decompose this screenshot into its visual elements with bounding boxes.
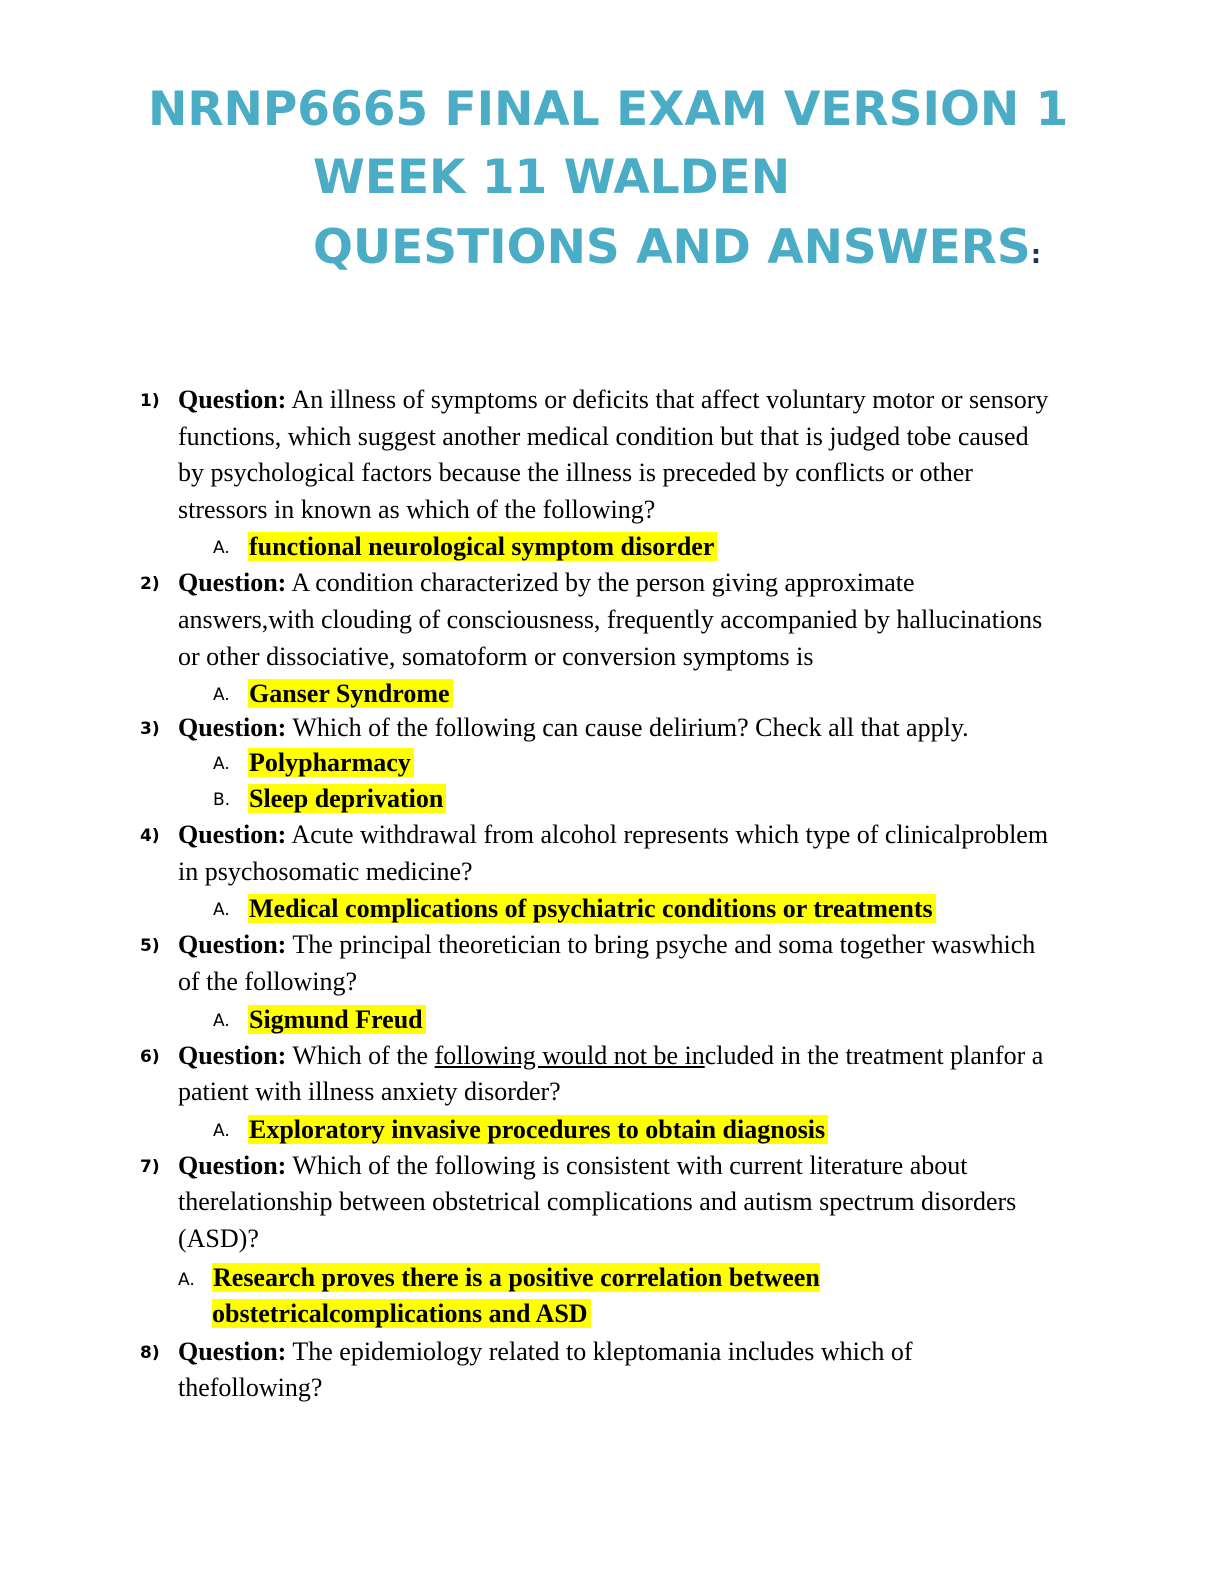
question-7: [140, 1148, 1050, 1258]
answer-option: [140, 892, 1050, 925]
question-number: 8): [140, 1342, 160, 1363]
answer-letter: A.: [213, 1010, 230, 1031]
question-text-part-2: cluded in the treatment planfor a patient with illness anxiety disorder?: [178, 1040, 1044, 1107]
question-4: [140, 817, 1050, 890]
question-list: [140, 382, 1050, 1407]
highlighted-answer: Ganser Syndrome: [248, 679, 453, 708]
question-number: 3): [140, 719, 160, 740]
highlighted-answer: Exploratory invasive procedures to obtain diagnosis: [248, 1115, 828, 1144]
highlighted-answer: Medical complications of psychiatric conditions or treatments: [248, 894, 936, 923]
answer-letter: A.: [213, 754, 230, 775]
answer-letter: A.: [213, 538, 230, 559]
answer-letter: A.: [178, 1269, 195, 1290]
answer-option: [140, 1113, 1050, 1146]
title-line-3: [313, 220, 1042, 275]
question-label: Question:: [178, 385, 287, 414]
question-label: Question:: [178, 568, 287, 598]
question-label: Question:: [178, 1336, 287, 1366]
title-colon: :: [1030, 240, 1042, 270]
question-text: An illness of symptoms or deficits that affect voluntary motor or sensory functions, which suggest another medical condition but that is judged tobe caused by psychological factors because the illness is preceded by conflicts or other stressors in known as which of the following?: [178, 385, 1049, 524]
answer-option: [140, 746, 1050, 779]
question-text: The principal theoretician to bring psyche and soma together waswhich of the following?: [178, 930, 1036, 996]
question-label: Question:: [178, 713, 287, 743]
highlighted-answer: Polypharmacy: [248, 748, 414, 777]
question-number: 5): [140, 936, 160, 957]
answer-letter: A.: [213, 1120, 230, 1141]
title-line-1: NRNP6665 FINAL EXAM VERSION 1: [148, 82, 1069, 137]
question-1: [140, 382, 1050, 528]
highlighted-answer: Sigmund Freud: [248, 1005, 426, 1034]
question-text: Which of the following can cause delirium? Check all that apply.: [292, 713, 969, 743]
answer-letter: A.: [213, 685, 230, 706]
question-number: 4): [140, 826, 160, 847]
highlighted-answer: Sleep deprivation: [248, 784, 446, 813]
answer-option: [140, 1260, 1050, 1332]
question-text: A condition characterized by the person giving approximate answers,with clouding of consciousness, frequently accompanied by hallucinations or other dissociative, somatoform or conversion symptoms is: [178, 568, 1043, 671]
title-line-3-text: QUESTIONS AND ANSWERS: [313, 220, 1031, 275]
answer-option: [140, 677, 1050, 710]
answer-option: [140, 530, 1050, 563]
answer-letter: A.: [213, 900, 230, 921]
question-number: 2): [140, 574, 160, 595]
question-6: [140, 1038, 1050, 1111]
question-text: Acute withdrawal from alcohol represents which type of clinicalproblem in psychosomatic medicine?: [178, 820, 1049, 886]
question-text: The epidemiology related to kleptomania includes which of thefollowing?: [178, 1336, 913, 1403]
answer-letter: B.: [213, 790, 231, 811]
question-label: Question:: [178, 1150, 287, 1180]
question-5: [140, 927, 1050, 1000]
highlighted-answer: Research proves there is a positive correlation between obstetricalcomplications and ASD: [212, 1262, 820, 1328]
highlighted-answer: functional neurological symptom disorder: [248, 532, 717, 561]
question-3: [140, 712, 1050, 744]
answer-option: [140, 1003, 1050, 1036]
question-text: Which of the following is consistent with current literature about therelationship between obstetrical complications and autism spectrum disorders (ASD)?: [178, 1150, 1017, 1253]
question-text-part-1: Which of the: [292, 1040, 435, 1070]
question-number: 7): [140, 1156, 160, 1177]
question-label: Question:: [178, 930, 287, 960]
title-line-2: WEEK 11 WALDEN: [313, 150, 791, 205]
question-2: [140, 565, 1050, 675]
answer-option: [140, 782, 1050, 815]
question-number: 6): [140, 1046, 160, 1067]
question-label: Question:: [178, 820, 287, 850]
question-label: Question:: [178, 1040, 287, 1070]
underlined-phrase: following would not be in: [434, 1040, 705, 1070]
question-8: [140, 1334, 1050, 1407]
question-number: 1): [140, 391, 160, 411]
